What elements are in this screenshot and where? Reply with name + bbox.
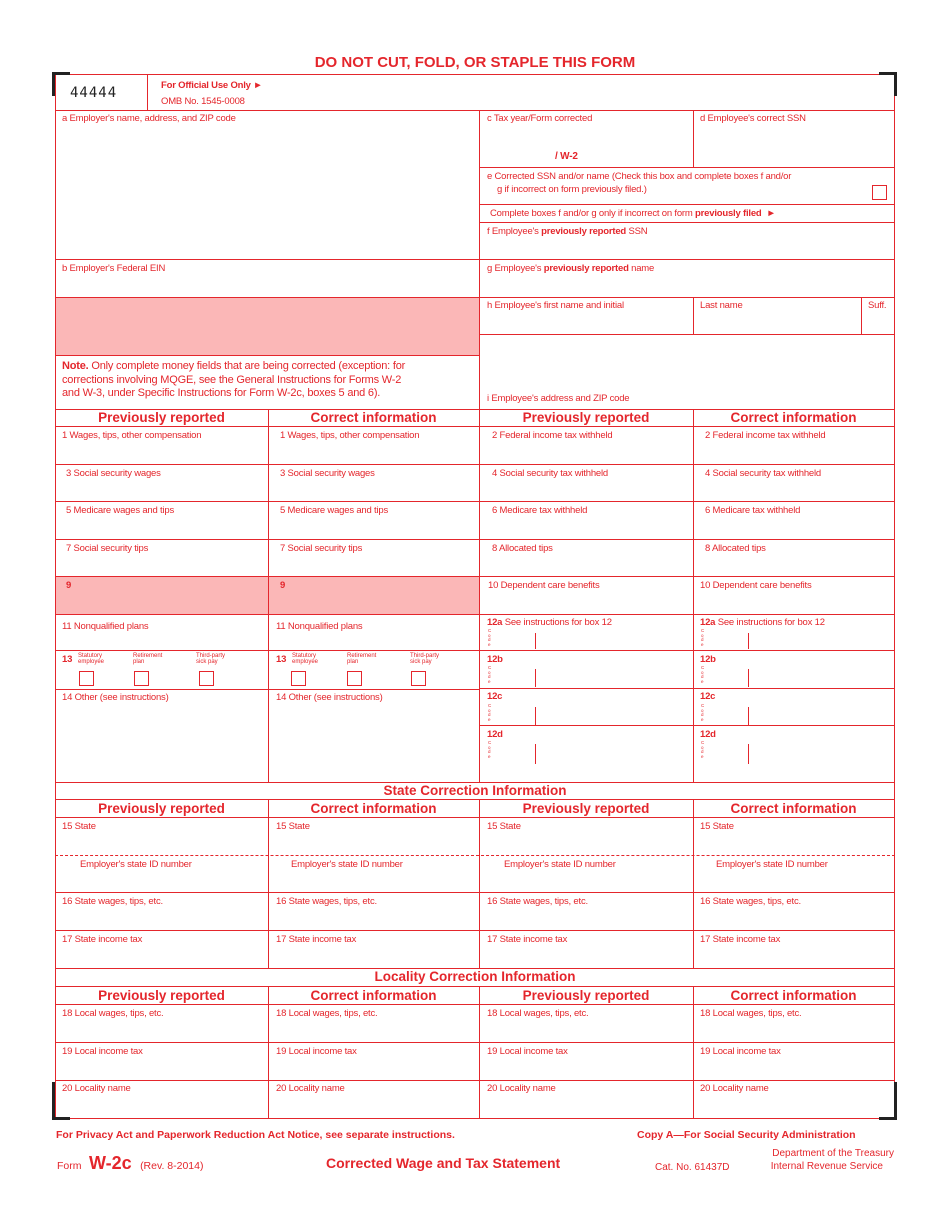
col-correct-1: Correct information (310, 410, 437, 425)
box13-prev-retirement-checkbox[interactable] (134, 671, 149, 686)
box17-correct-2: 17 State income tax (700, 934, 781, 945)
box1-correct: 1 Wages, tips, other compensation (280, 430, 420, 441)
box16-prev-2: 16 State wages, tips, etc. (487, 896, 588, 907)
state-section-title: State Correction Information (383, 783, 567, 798)
box-h-first-input[interactable] (480, 312, 692, 333)
corner-tl-h (52, 72, 70, 75)
box6-correct: 6 Medicare tax withheld (705, 505, 801, 516)
box13-correct-statutory-checkbox[interactable] (291, 671, 306, 686)
box-d-label: d Employee's correct SSN (700, 113, 806, 124)
loc-col-correct-2: Correct information (730, 988, 857, 1003)
box13-correct-ret: Retirement plan (347, 653, 377, 665)
box12a-prev-code: Code (488, 628, 492, 647)
box12d-correct: 12d (700, 729, 716, 740)
box-h-label: h Employee's first name and initial (487, 300, 624, 311)
box12c-prev-code: Code (488, 703, 492, 722)
last-name-input[interactable] (694, 312, 860, 333)
col-prev-1: Previously reported (98, 410, 225, 425)
box13-prev-statutory-checkbox[interactable] (79, 671, 94, 686)
box4-correct: 4 Social security tax withheld (705, 468, 821, 479)
corner-br (894, 1082, 897, 1120)
loc-col-prev-1: Previously reported (98, 988, 225, 1003)
omb-number: OMB No. 1545-0008 (161, 96, 245, 107)
box13-correct-retirement-checkbox[interactable] (347, 671, 362, 686)
box20-prev: 20 Locality name (62, 1083, 131, 1094)
box12b-prev-code: Code (488, 665, 492, 684)
box-i-input[interactable] (480, 335, 893, 392)
form-id: Form W-2c (Rev. 8-2014) (57, 1153, 204, 1173)
box14-prev: 14 Other (see instructions) (62, 692, 169, 703)
box15-prev-2: 15 State (487, 821, 521, 832)
box13-prev-thirdparty-checkbox[interactable] (199, 671, 214, 686)
box12b-prev: 12b (487, 654, 503, 665)
box-b-input[interactable] (56, 275, 478, 296)
box3-prev: 3 Social security wages (66, 468, 161, 479)
box-b-label: b Employer's Federal EIN (62, 263, 166, 274)
box13-prev-num: 13 (62, 654, 73, 665)
box10-prev: 10 Dependent care benefits (488, 580, 600, 591)
box7-correct: 7 Social security tips (280, 543, 363, 554)
state-id-prev: Employer's state ID number (80, 859, 192, 870)
box20-correct-2: 20 Locality name (700, 1083, 769, 1094)
frame-right (894, 74, 895, 1119)
box17-prev: 17 State income tax (62, 934, 143, 945)
box10-correct: 10 Dependent care benefits (700, 580, 812, 591)
box17-prev-2: 17 State income tax (487, 934, 568, 945)
box8-correct: 8 Allocated tips (705, 543, 766, 554)
box-a-input[interactable] (56, 125, 478, 258)
box-a-label: a Employer's name, address, and ZIP code (62, 113, 236, 124)
state-col-prev-1: Previously reported (98, 801, 225, 816)
locality-section-title: Locality Correction Information (374, 969, 576, 984)
box16-correct: 16 State wages, tips, etc. (276, 896, 377, 907)
box13-correct-stat: Statutory employee (292, 653, 319, 665)
box8-prev: 8 Allocated tips (492, 543, 553, 554)
box12b-correct-code: Code (701, 665, 705, 684)
box-c-input[interactable] (480, 125, 692, 166)
dept-treasury: Department of the Treasury (772, 1148, 894, 1159)
box18-prev: 18 Local wages, tips, etc. (62, 1008, 164, 1019)
box11-prev: 11 Nonqualified plans (62, 621, 149, 632)
box-f-label: f Employee's previously reported SSN (487, 226, 648, 237)
loc-col-prev-2: Previously reported (522, 988, 650, 1003)
box15-correct-2: 15 State (700, 821, 734, 832)
box2-correct: 2 Federal income tax withheld (705, 430, 826, 441)
corner-bl-h (52, 1117, 70, 1120)
state-col-prev-2: Previously reported (522, 801, 650, 816)
box-e-checkbox[interactable] (872, 185, 887, 200)
box12c-correct: 12c (700, 691, 716, 702)
complete-fg-note: Complete boxes f and/or g only if incorrect on form previously filed ► (490, 208, 776, 219)
col-prev-2: Previously reported (522, 410, 650, 425)
box18-prev-2: 18 Local wages, tips, etc. (487, 1008, 589, 1019)
shaded-area-top (55, 298, 479, 355)
box13-prev-stat: Statutory employee (78, 653, 105, 665)
box1-prev: 1 Wages, tips, other compensation (62, 430, 202, 441)
box7-prev: 7 Social security tips (66, 543, 149, 554)
corner-br-h (879, 1117, 897, 1120)
suffix-input[interactable] (862, 312, 893, 333)
box-g-input[interactable] (480, 275, 893, 296)
box4-prev: 4 Social security tax withheld (492, 468, 608, 479)
box19-correct-2: 19 Local income tax (700, 1046, 781, 1057)
box15-prev: 15 State (62, 821, 96, 832)
box2-prev: 2 Federal income tax withheld (492, 430, 613, 441)
box5-prev: 5 Medicare wages and tips (66, 505, 175, 516)
col-correct-2: Correct information (730, 410, 857, 425)
box12d-prev: 12d (487, 729, 503, 740)
box-d-input[interactable] (694, 125, 893, 166)
box20-correct: 20 Locality name (276, 1083, 345, 1094)
box17-correct: 17 State income tax (276, 934, 357, 945)
box12a-correct: 12a See instructions for box 12 (700, 617, 825, 628)
corner-tl (52, 72, 55, 96)
box14-correct: 14 Other (see instructions) (276, 692, 383, 703)
box12a-prev: 12a See instructions for box 12 (487, 617, 612, 628)
shaded-box9-correct (268, 577, 479, 615)
box-f-input[interactable] (480, 238, 893, 258)
box19-correct: 19 Local income tax (276, 1046, 357, 1057)
suffix-label: Suff. (868, 300, 887, 311)
box-g-label: g Employee's previously reported name (487, 263, 655, 274)
box18-correct-2: 18 Local wages, tips, etc. (700, 1008, 802, 1019)
privacy-notice: For Privacy Act and Paperwork Reduction Act Notice, see separate instructions. (56, 1129, 455, 1141)
state-id-correct-2: Employer's state ID number (716, 859, 828, 870)
box12c-prev: 12c (487, 691, 503, 702)
box12b-correct: 12b (700, 654, 716, 665)
box6-prev: 6 Medicare tax withheld (492, 505, 588, 516)
box11-correct: 11 Nonqualified plans (276, 621, 363, 632)
box-i-label: i Employee's address and ZIP code (487, 393, 630, 404)
state-col-correct-1: Correct information (310, 801, 437, 816)
box-e-label-2: g if incorrect on form previously filed.) (497, 184, 647, 195)
box16-prev: 16 State wages, tips, etc. (62, 896, 163, 907)
box13-correct-num: 13 (276, 654, 287, 665)
state-col-correct-2: Correct information (730, 801, 857, 816)
cat-number: Cat. No. 61437D (655, 1162, 730, 1173)
frame-top (55, 74, 895, 75)
box-c-value: / W-2 (555, 151, 578, 162)
box18-correct: 18 Local wages, tips, etc. (276, 1008, 378, 1019)
box-c-label: c Tax year/Form corrected (487, 113, 593, 124)
box12a-correct-code: Code (701, 628, 705, 647)
box13-prev-ret: Retirement plan (133, 653, 163, 665)
box19-prev: 19 Local income tax (62, 1046, 143, 1057)
box3-correct: 3 Social security wages (280, 468, 375, 479)
corner-bl (52, 1082, 55, 1120)
corner-tr-h (879, 72, 897, 75)
box13-prev-third: Third-party sick pay (196, 653, 226, 665)
note-text: Note. Only complete money fields that are being corrected (exception: for corrections involving MQGE, see the General Instructions for Forms W-2 and W-3, under Specific Instructions for Form W-2c, boxes 5 and 6). (62, 360, 406, 399)
box12d-correct-code: Code (701, 740, 705, 759)
box20-prev-2: 20 Locality name (487, 1083, 556, 1094)
state-id-prev-2: Employer's state ID number (504, 859, 616, 870)
state-id-correct: Employer's state ID number (291, 859, 403, 870)
box15-correct: 15 State (276, 821, 310, 832)
copy-a-label: Copy A—For Social Security Administration (637, 1129, 856, 1141)
box13-correct-thirdparty-checkbox[interactable] (411, 671, 426, 686)
box19-prev-2: 19 Local income tax (487, 1046, 568, 1057)
form-code: 44444 (70, 85, 118, 101)
box12c-correct-code: Code (701, 703, 705, 722)
form-title: DO NOT CUT, FOLD, OR STAPLE THIS FORM (314, 54, 636, 71)
box12d-prev-code: Code (488, 740, 492, 759)
form-statement-title: Corrected Wage and Tax Statement (326, 1155, 561, 1171)
shaded-box9-prev (55, 577, 268, 615)
loc-col-correct-1: Correct information (310, 988, 437, 1003)
corner-tr (894, 72, 897, 96)
box9-correct: 9 (280, 580, 286, 591)
last-name-label: Last name (700, 300, 743, 311)
box5-correct: 5 Medicare wages and tips (280, 505, 389, 516)
frame-bottom (55, 1118, 895, 1119)
official-use: For Official Use Only ► (161, 80, 263, 91)
box9-prev: 9 (66, 580, 72, 591)
box-e-label-1: e Corrected SSN and/or name (Check this box and complete boxes f and/or (487, 171, 792, 182)
irs-label: Internal Revenue Service (770, 1161, 883, 1172)
box16-correct-2: 16 State wages, tips, etc. (700, 896, 801, 907)
box13-correct-third: Third-party sick pay (410, 653, 440, 665)
